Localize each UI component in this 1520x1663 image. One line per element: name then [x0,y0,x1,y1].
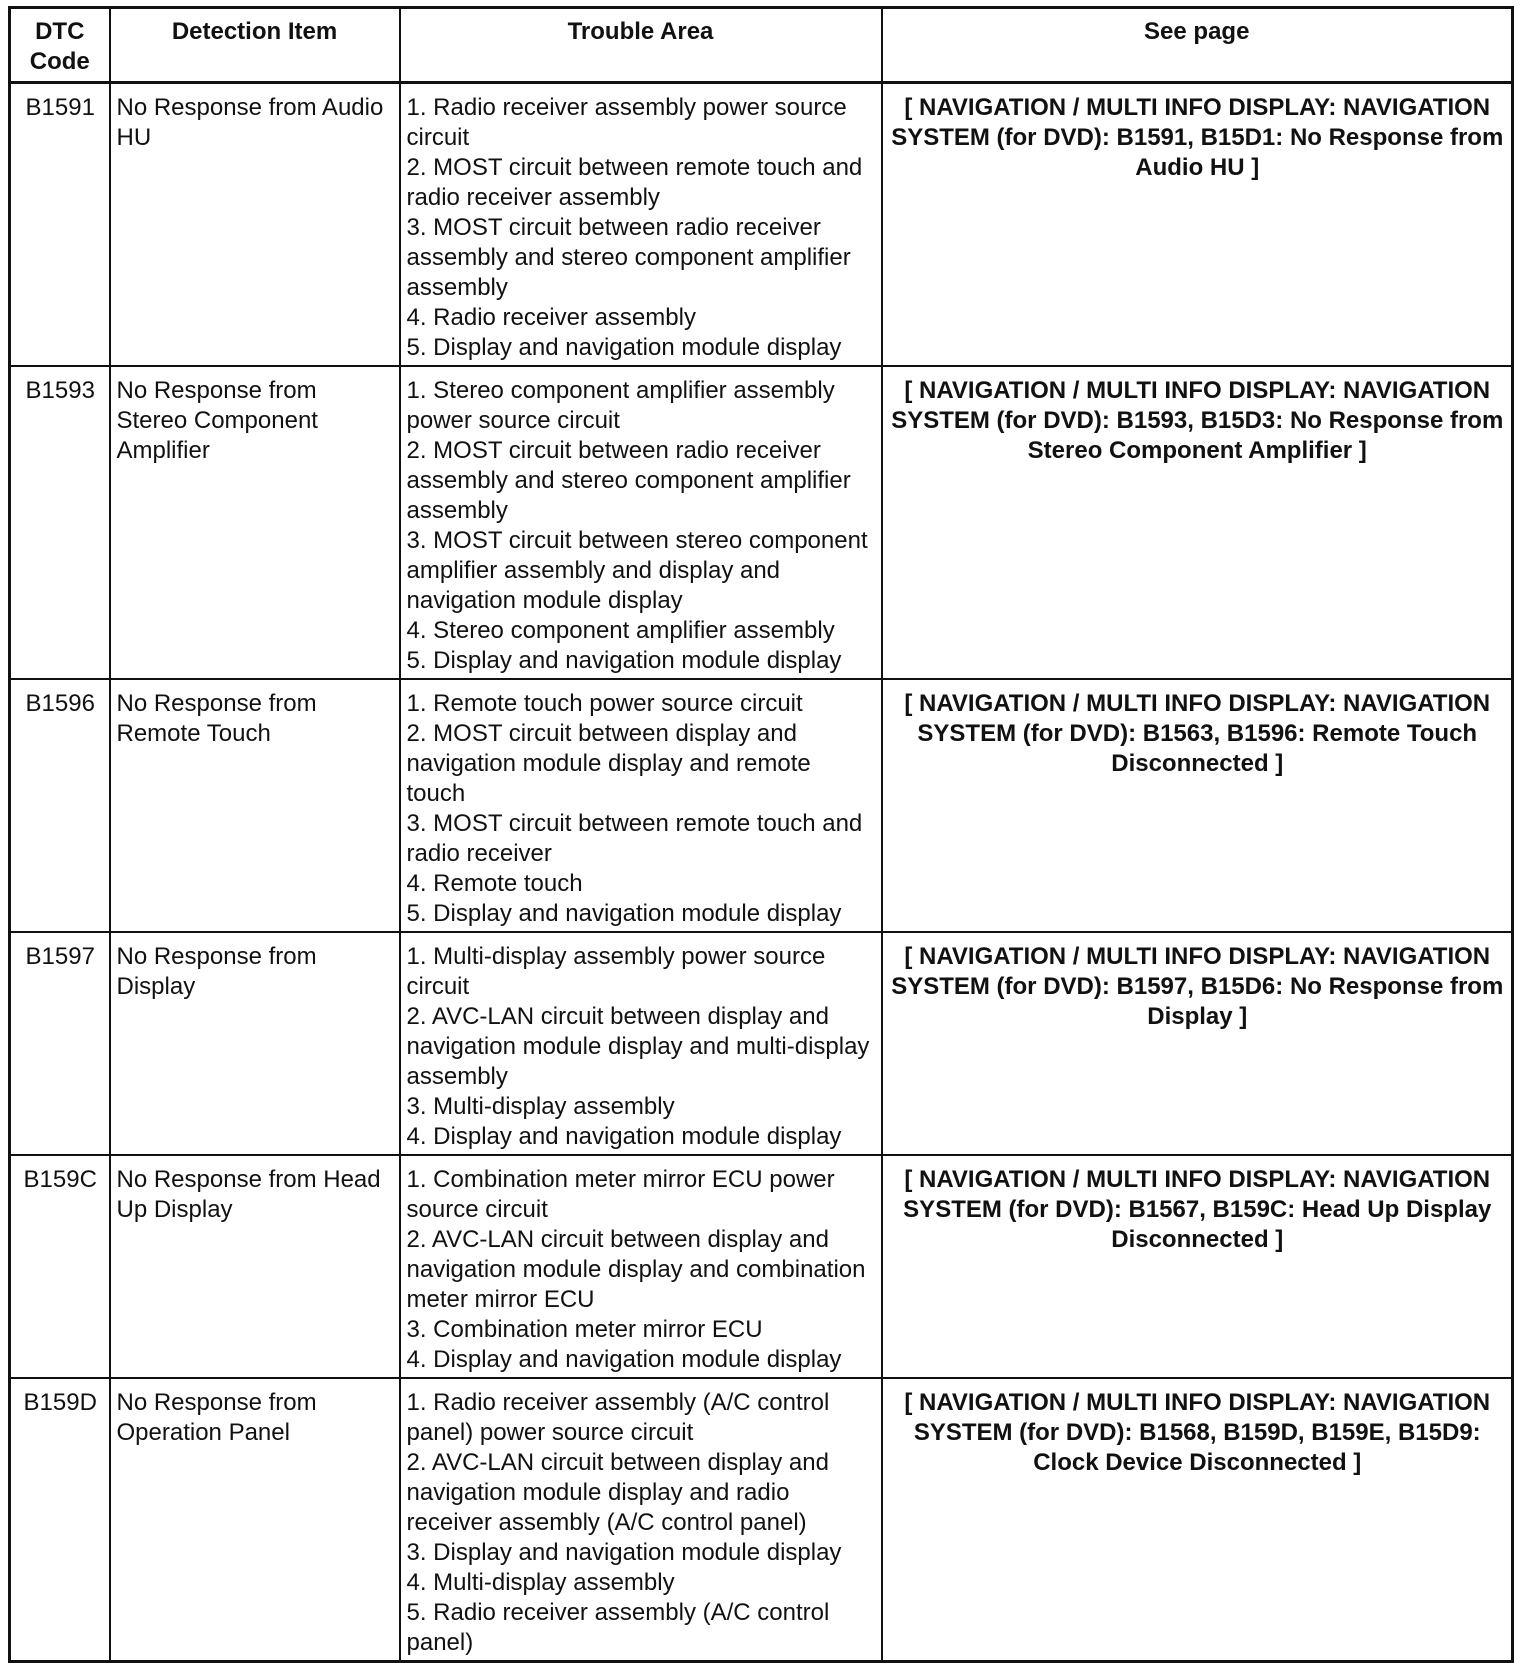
trouble-area-cell [400,366,882,679]
see-page-link[interactable]: [ NAVIGATION / MULTI INFO DISPLAY: NAVIGATION SYSTEM (for DVD): B1593, B15D3: No Response from Stereo Component Amplifier ] [882,366,1513,679]
see-page-link[interactable]: [ NAVIGATION / MULTI INFO DISPLAY: NAVIGATION SYSTEM (for DVD): B1563, B1596: Remote Touch Disconnected ] [882,679,1513,932]
see-page-link[interactable]: [ NAVIGATION / MULTI INFO DISPLAY: NAVIGATION SYSTEM (for DVD): B1568, B159D, B159E, B15D9: Clock Device Disconnected ] [882,1378,1513,1662]
detection-item-cell: No Response from Audio HU [110,83,400,367]
trouble-area-line: 1. Stereo component amplifier assembly power source circuit [406,377,835,434]
trouble-area-line: 2. MOST circuit between radio receiver assembly and stereo component amplifier assembly [406,437,851,524]
header-trouble-area: Trouble Area [400,8,882,83]
trouble-area-line: 1. Multi-display assembly power source circuit [406,943,826,1000]
trouble-area-line: 5. Display and navigation module display [406,900,842,927]
detection-item-cell: No Response from Operation Panel [110,1378,400,1662]
trouble-area-line: 5. Radio receiver assembly (A/C control panel) [406,1599,830,1656]
trouble-area-line: 2. MOST circuit between remote touch and radio receiver assembly [406,154,863,211]
dtc-code-cell: B1597 [10,932,110,1155]
table-row [10,1378,1513,1662]
trouble-area-cell [400,1155,882,1378]
table-row [10,1155,1513,1378]
trouble-area-line: 4. Stereo component amplifier assembly [406,617,835,644]
dtc-code-cell: B1591 [10,83,110,367]
trouble-area-line: 1. Radio receiver assembly (A/C control panel) power source circuit [406,1389,830,1446]
trouble-area-line: 3. MOST circuit between remote touch and radio receiver [406,810,863,867]
trouble-area-line: 4. Radio receiver assembly [406,304,696,331]
see-page-link[interactable]: [ NAVIGATION / MULTI INFO DISPLAY: NAVIGATION SYSTEM (for DVD): B1597, B15D6: No Response from Display ] [882,932,1513,1155]
table-header-row [10,8,1513,83]
header-detection-item: Detection Item [110,8,400,83]
trouble-area-cell [400,679,882,932]
trouble-area-line: 1. Combination meter mirror ECU power source circuit [406,1166,835,1223]
detection-item-cell: No Response from Remote Touch [110,679,400,932]
see-page-link[interactable]: [ NAVIGATION / MULTI INFO DISPLAY: NAVIGATION SYSTEM (for DVD): B1567, B159C: Head Up Display Disconnected ] [882,1155,1513,1378]
see-page-link[interactable]: [ NAVIGATION / MULTI INFO DISPLAY: NAVIGATION SYSTEM (for DVD): B1591, B15D1: No Response from Audio HU ] [882,83,1513,367]
trouble-area-line: 4. Multi-display assembly [406,1569,675,1596]
dtc-code-cell: B1596 [10,679,110,932]
trouble-area-line: 5. Display and navigation module display [406,334,842,361]
trouble-area-line: 3. MOST circuit between stereo component amplifier assembly and display and navigation module display [406,527,868,614]
table-row [10,932,1513,1155]
table-row [10,679,1513,932]
trouble-area-line: 4. Remote touch [406,870,583,897]
dtc-code-cell: B1593 [10,366,110,679]
trouble-area-line: 4. Display and navigation module display [406,1123,842,1150]
detection-item-cell: No Response from Head Up Display [110,1155,400,1378]
table-row [10,83,1513,367]
detection-item-cell: No Response from Stereo Component Amplifier [110,366,400,679]
trouble-area-line: 2. AVC-LAN circuit between display and navigation module display and multi-display assembly [406,1003,870,1090]
header-see-page: See page [882,8,1513,83]
trouble-area-line: 1. Radio receiver assembly power source circuit [406,94,847,151]
dtc-code-cell: B159D [10,1378,110,1662]
trouble-area-line: 2. AVC-LAN circuit between display and navigation module display and radio receiver assembly (A/C control panel) [406,1449,829,1536]
trouble-area-line: 4. Display and navigation module display [406,1346,842,1373]
trouble-area-cell [400,1378,882,1662]
trouble-area-line: 5. Display and navigation module display [406,647,842,674]
trouble-area-cell [400,932,882,1155]
trouble-area-line: 1. Remote touch power source circuit [406,690,803,717]
trouble-area-line: 3. Multi-display assembly [406,1093,675,1120]
trouble-area-line: 2. AVC-LAN circuit between display and navigation module display and combination meter mirror ECU [406,1226,866,1313]
trouble-area-line: 3. Display and navigation module display [406,1539,842,1566]
dtc-code-cell: B159C [10,1155,110,1378]
detection-item-cell: No Response from Display [110,932,400,1155]
trouble-area-line: 3. MOST circuit between radio receiver assembly and stereo component amplifier assembly [406,214,851,301]
table-row [10,366,1513,679]
trouble-area-line: 2. MOST circuit between display and navigation module display and remote touch [406,720,811,807]
dtc-table [8,6,1514,1663]
header-dtc-code: DTC Code [10,8,110,83]
trouble-area-cell [400,83,882,367]
trouble-area-line: 3. Combination meter mirror ECU [406,1316,763,1343]
